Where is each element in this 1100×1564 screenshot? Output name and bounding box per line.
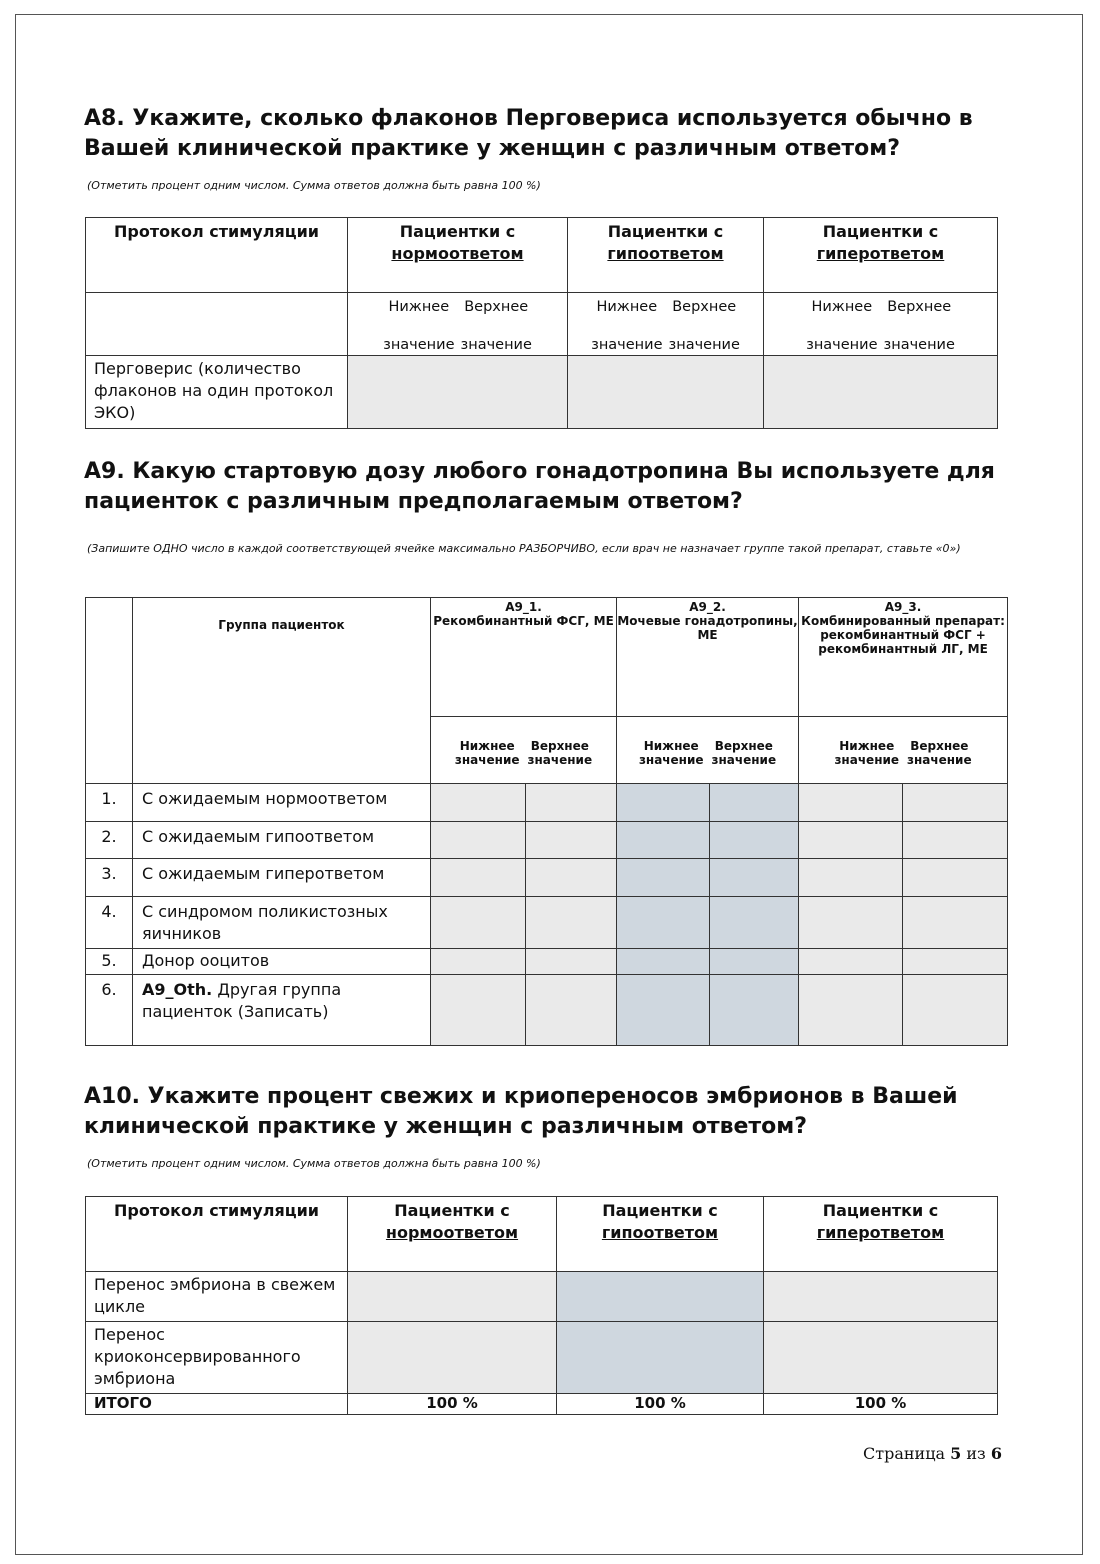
a9-input[interactable] — [799, 784, 903, 822]
a9-row-5 — [86, 949, 1008, 975]
a9-row-number: 5. — [86, 949, 133, 975]
a8-subheader-normo: Нижнее значение Верхнее значение — [348, 293, 568, 356]
a10-header-normo: Пациентки с нормоответом — [348, 1197, 557, 1272]
a8-header-hypo: Пациентки с гипоответом — [568, 218, 764, 293]
a9-input[interactable] — [526, 897, 617, 949]
a9-input[interactable] — [903, 975, 1008, 1046]
a9-row-label: С ожидаемым гиперответом — [133, 859, 431, 897]
a9-input[interactable] — [710, 975, 799, 1046]
a9-other-code: А9_Oth. — [142, 980, 213, 999]
page-of: из — [966, 1444, 986, 1463]
a9-input[interactable] — [799, 949, 903, 975]
a8-input-hyper[interactable] — [764, 356, 998, 429]
a9-input[interactable] — [526, 859, 617, 897]
a9-input[interactable] — [526, 822, 617, 859]
a9-header-col1: А9_1. Рекомбинантный ФСГ, МЕ — [431, 598, 617, 717]
a9-row-label: С синдромом поликистозных яичников — [133, 897, 431, 949]
a9-input[interactable] — [903, 897, 1008, 949]
a9-row-number: 4. — [86, 897, 133, 949]
a9-row-label: С ожидаемым нормоответом — [133, 784, 431, 822]
a10-table — [85, 1196, 998, 1415]
a10-input-cryo-hypo[interactable] — [557, 1322, 764, 1394]
question-a8-note: (Отметить процент одним числом. Сумма ответов должна быть равна 100 %) — [87, 179, 541, 192]
a10-header-protocol: Протокол стимуляции — [86, 1197, 348, 1272]
a8-subheader-hypo: Нижнее значение Верхнее значение — [568, 293, 764, 356]
a9-row-3 — [86, 859, 1008, 897]
a9-input[interactable] — [617, 949, 710, 975]
a10-header-hypo: Пациентки с гипоответом — [557, 1197, 764, 1272]
a9-input[interactable] — [431, 975, 526, 1046]
a9-other-label: Другая группа пациенток (Записать) — [142, 980, 342, 1021]
a10-total-normo: 100 % — [348, 1394, 557, 1415]
a9-input[interactable] — [617, 859, 710, 897]
question-a10-title: А10. Укажите процент свежих и криопереносов эмбрионов в Вашей клинической практике у женщин с различным ответом? — [84, 1084, 958, 1139]
a9-input[interactable] — [526, 975, 617, 1046]
a8-header-hyper: Пациентки с гиперответом — [764, 218, 998, 293]
a9-row-label: С ожидаемым гипоответом — [133, 822, 431, 859]
a9-row-number: 3. — [86, 859, 133, 897]
page-label: Страница — [863, 1444, 946, 1463]
a9-row-1 — [86, 784, 1008, 822]
a10-input-fresh-hyper[interactable] — [764, 1272, 998, 1322]
a9-header-group: Группа пациенток — [133, 598, 431, 784]
a9-row-6 — [86, 975, 1008, 1046]
a9-input[interactable] — [617, 975, 710, 1046]
a9-input[interactable] — [431, 859, 526, 897]
a9-row-number: 1. — [86, 784, 133, 822]
question-a9-title: А9. Какую стартовую дозу любого гонадотропина Вы используете для пациенток с различным предполагаемым ответом? — [84, 459, 995, 514]
a9-input[interactable] — [431, 949, 526, 975]
page-footer — [863, 1444, 1002, 1463]
a9-row-number: 2. — [86, 822, 133, 859]
a9-input[interactable] — [799, 897, 903, 949]
a9-input[interactable] — [903, 784, 1008, 822]
a9-input[interactable] — [710, 949, 799, 975]
a9-row-number: 6. — [86, 975, 133, 1046]
a10-input-cryo-normo[interactable] — [348, 1322, 557, 1394]
a9-header-col2: А9_2. Мочевые гонадотропины, МЕ — [617, 598, 799, 717]
a10-input-cryo-hyper[interactable] — [764, 1322, 998, 1394]
a9-subheader-col2: Нижнее значение Верхнее значение — [617, 717, 799, 784]
a9-input[interactable] — [431, 784, 526, 822]
a9-input[interactable] — [617, 897, 710, 949]
a10-total-hypo: 100 % — [557, 1394, 764, 1415]
a9-table — [85, 597, 1008, 1046]
question-a8-title: А8. Укажите, сколько флаконов Перговериса используется обычно в Вашей клинической практике у женщин с различным ответом? — [84, 106, 973, 161]
a10-input-fresh-hypo[interactable] — [557, 1272, 764, 1322]
a9-input[interactable] — [903, 822, 1008, 859]
question-a9-note: (Запишите ОДНО число в каждой соответствующей ячейке максимально РАЗБОРЧИВО, если врач не назначает группе такой препарат, ставьте «0») — [87, 542, 961, 555]
question-a10-note: (Отметить процент одним числом. Сумма ответов должна быть равна 100 %) — [87, 1157, 541, 1170]
a10-header-hyper: Пациентки с гиперответом — [764, 1197, 998, 1272]
a8-input-hypo[interactable] — [568, 356, 764, 429]
a9-input[interactable] — [431, 822, 526, 859]
page-number: 5 — [950, 1444, 962, 1463]
a9-input[interactable] — [617, 822, 710, 859]
a9-subheader-col1: Нижнее значение Верхнее значение — [431, 717, 617, 784]
a9-input[interactable] — [710, 859, 799, 897]
a8-table — [85, 217, 998, 429]
a9-input[interactable] — [710, 822, 799, 859]
a9-row-2 — [86, 822, 1008, 859]
a10-total-hyper: 100 % — [764, 1394, 998, 1415]
a10-input-fresh-normo[interactable] — [348, 1272, 557, 1322]
a8-subheader-empty — [86, 293, 348, 356]
a9-input[interactable] — [526, 784, 617, 822]
a10-row-fresh-label: Перенос эмбриона в свежем цикле — [86, 1272, 348, 1322]
page-total: 6 — [990, 1444, 1002, 1463]
a10-total-label: ИТОГО — [86, 1394, 348, 1415]
a9-input[interactable] — [799, 859, 903, 897]
a9-header-num — [86, 598, 133, 784]
a9-input[interactable] — [710, 784, 799, 822]
a8-header-protocol: Протокол стимуляции — [86, 218, 348, 293]
a9-input[interactable] — [799, 822, 903, 859]
a9-input[interactable] — [710, 897, 799, 949]
a9-row-4 — [86, 897, 1008, 949]
a9-input[interactable] — [799, 975, 903, 1046]
a9-header-col3: А9_3. Комбинированный препарат: рекомбинантный ФСГ + рекомбинантный ЛГ, МЕ — [799, 598, 1008, 717]
a8-row-label: Перговерис (количество флаконов на один протокол ЭКО) — [86, 356, 348, 429]
a9-input[interactable] — [526, 949, 617, 975]
a9-input[interactable] — [903, 949, 1008, 975]
a9-row-label: Донор ооцитов — [133, 949, 431, 975]
a8-input-normo[interactable] — [348, 356, 568, 429]
a9-row-label — [133, 975, 431, 1046]
a9-input[interactable] — [431, 897, 526, 949]
a8-header-normo: Пациентки с нормоответом — [348, 218, 568, 293]
a9-input[interactable] — [617, 784, 710, 822]
a8-subheader-hyper: Нижнее значение Верхнее значение — [764, 293, 998, 356]
a9-input[interactable] — [903, 859, 1008, 897]
a9-subheader-col3: Нижнее значение Верхнее значение — [799, 717, 1008, 784]
a10-row-cryo-label: Перенос криоконсервированного эмбриона — [86, 1322, 348, 1394]
